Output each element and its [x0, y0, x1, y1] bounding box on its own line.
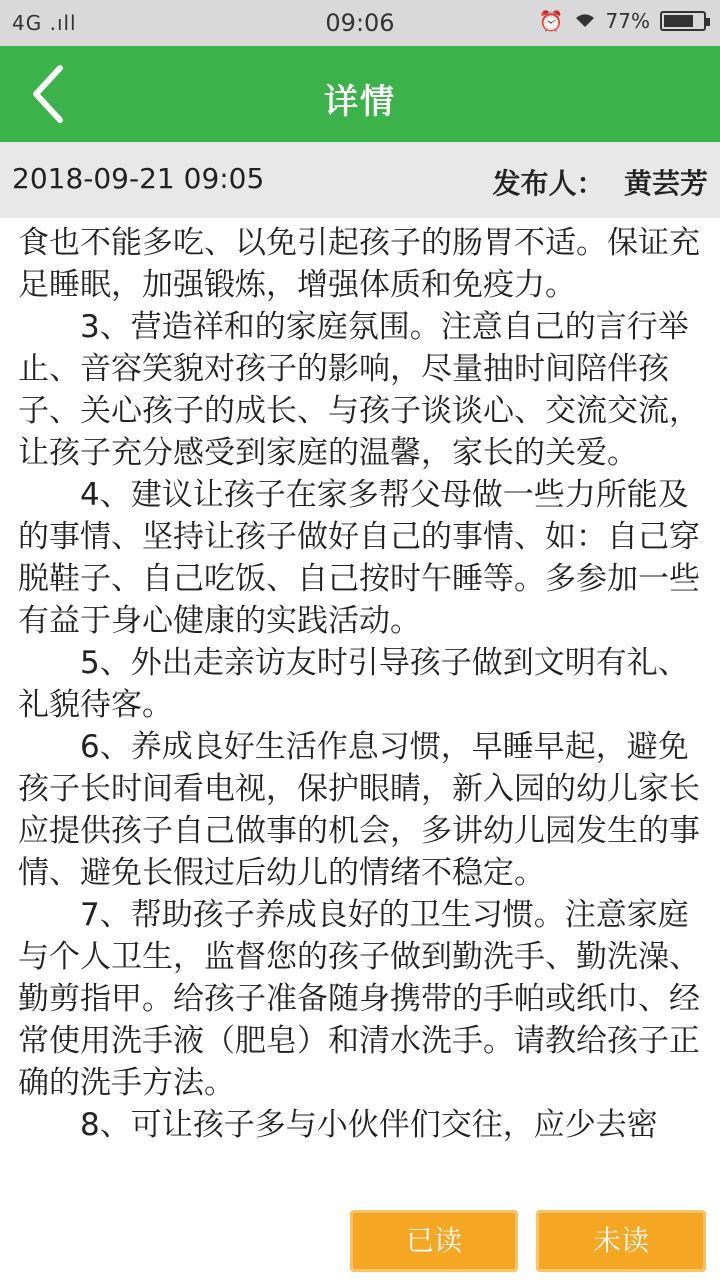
wifi-icon	[574, 9, 596, 33]
battery-icon	[660, 11, 706, 31]
paragraph: 6、养成良好生活作息习惯，早睡早起，避免孩子长时间看电视，保护眼睛，新入园的幼儿家长应提供孩子自己做事的机会，多讲幼儿园发生的事情、避免长假过后幼儿的情绪不稳定。	[18, 729, 700, 891]
paragraph: 8、可让孩子多与小伙伴们交往，应少去密	[80, 1107, 658, 1143]
nav-bar	[0, 46, 720, 142]
paragraph: 5、外出走亲访友时引导孩子做到文明有礼、礼貌待客。	[18, 645, 689, 723]
article-meta	[0, 142, 720, 218]
article-body	[18, 222, 702, 1198]
publish-date: 2018-09-21 09:05	[12, 162, 265, 195]
action-bar	[0, 1198, 720, 1280]
paragraph: 4、建议让孩子在家多帮父母做一些力所能及的事情、坚持让孩子做好自己的事情、如：自己穿脱鞋子、自己吃饭、自己按时午睡等。多参加一些有益于身心健康的实践活动。	[18, 477, 700, 639]
clock: 09:06	[325, 9, 395, 37]
battery-percent: 77%	[605, 9, 650, 33]
publisher-label: 发布人：	[492, 167, 605, 200]
status-bar	[0, 0, 720, 46]
unread-button[interactable]: 未读	[536, 1210, 706, 1272]
paragraph: 7、帮助孩子养成良好的卫生习惯。注意家庭与个人卫生，监督您的孩子做到勤洗手、勤洗澡、勤剪指甲。给孩子准备随身携带的手帕或纸巾、经常使用洗手液（肥皂）和清水洗手。请教给孩子正确的洗手方法。	[18, 897, 700, 1101]
publisher	[492, 162, 708, 202]
paragraph: 食也不能多吃、以免引起孩子的肠胃不适。保证充足睡眠，加强锻炼，增强体质和免疫力。	[18, 225, 700, 303]
read-button[interactable]: 已读	[350, 1210, 518, 1272]
page-title: 详情	[324, 82, 396, 122]
paragraph: 3、营造祥和的家庭氛围。注意自己的言行举止、音容笑貌对孩子的影响，尽量抽时间陪伴孩子、关心孩子的成长、与孩子谈谈心、交流交流，让孩子充分感受到家庭的温馨，家长的关爱。	[18, 309, 700, 471]
alarm-icon: ⏰	[538, 9, 564, 33]
publisher-name: 黄芸芳	[623, 167, 708, 200]
signal-indicator: 4G .ıll	[12, 11, 77, 35]
status-right	[539, 9, 706, 33]
